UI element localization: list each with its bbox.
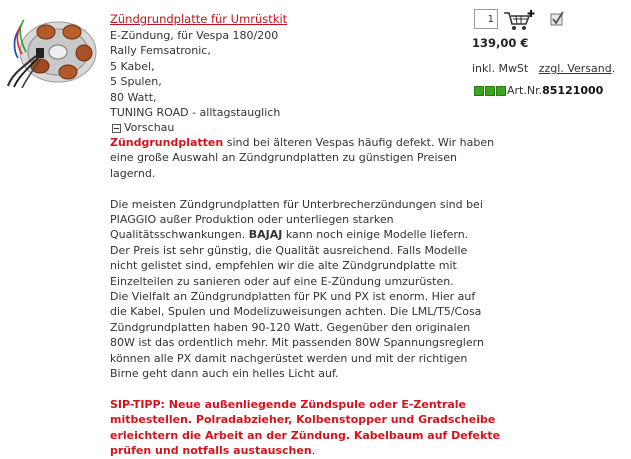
tip-line: mitbestellen. Polradabzieher, Kolbenstopper und Gradscheibe — [110, 413, 496, 427]
artnr-label: Art.Nr. — [507, 84, 543, 97]
text-line: Die Vielfalt an Zündgrundplatten für PK und PX ist enorm. Hier auf — [110, 290, 476, 304]
tip-period: . — [311, 444, 316, 458]
tax-label: inkl. MwSt — [472, 62, 529, 75]
quantity-input[interactable] — [474, 9, 498, 29]
text-line: 80W ist das ordentlich mehr. Mit passenden 80W Spannungsreglern — [110, 336, 484, 350]
tax-period: . — [611, 62, 616, 75]
text-line: PIAGGIO außer Produktion oder unterliegen starken — [110, 213, 394, 227]
artnr-value: 85121000 — [542, 84, 604, 97]
tip-line: SIP-TIPP: Neue außenliegende Zündspule oder E-Zentrale — [110, 397, 467, 411]
text-line — [110, 227, 580, 242]
stock-dot — [474, 86, 484, 96]
tip-line — [110, 443, 580, 458]
text-fragment: kann noch einige Modelle liefern. — [282, 228, 469, 242]
description-line: Rally Femsatronic, — [110, 44, 211, 58]
product-short-description — [110, 28, 280, 120]
text-line: können alle PX damit nachgerüstet werden und mit der richtigen — [110, 351, 468, 365]
description-line: 5 Kabel, — [110, 59, 155, 73]
tip-fragment: prüfen und notfalls austauschen — [110, 444, 312, 458]
description-line: E-Zündung, für Vespa 180/200 — [110, 29, 279, 42]
product-title-link[interactable]: Zündgrundplatte für Umrüstkit — [110, 12, 288, 26]
description-line: 5 Spulen, — [110, 75, 162, 89]
text-line: Der Preis ist sehr günstig, die Qualität ausreichend. Falls Modelle — [110, 243, 468, 257]
stock-dot — [496, 86, 506, 96]
text-line: Zündgrundplatten haben 90-120 Watt. Gegenüber den originalen — [110, 320, 471, 334]
tax-shipping-info — [472, 62, 615, 75]
text-line — [110, 135, 580, 150]
checkbox-checked-icon[interactable] — [550, 11, 564, 27]
preview-label[interactable]: Vorschau — [124, 121, 175, 134]
product-long-description — [110, 135, 580, 459]
stock-dot — [485, 86, 495, 96]
description-line: 80 Watt, — [110, 90, 157, 104]
text-line: eine große Auswahl an Zündgrundplatten zu günstigen Preisen — [110, 151, 457, 165]
highlight-keyword: Zündgrundplatten — [110, 136, 224, 149]
stock-indicator — [474, 86, 506, 96]
collapse-preview-icon[interactable] — [112, 124, 121, 133]
shipping-link[interactable]: zzgl. Versand — [538, 62, 612, 75]
text-line: Einzelteilen zu sanieren oder auf eine E-Zündung umzurüsten. — [110, 274, 454, 288]
product-price: 139,00 € — [472, 36, 529, 50]
tip-line: erleichtern die Arbeit an der Zündung. Kabelbaum auf Defekte — [110, 428, 501, 442]
text-line: Die meisten Zündgrundplatten für Unterbrecherzündungen sind bei — [110, 197, 483, 211]
text-line: lagernd. — [110, 166, 156, 180]
description-line: TUNING ROAD - alltagstauglich — [110, 106, 281, 120]
text-fragment: sind bei älteren Vespas häufig defekt. Wir haben — [223, 136, 495, 149]
brand-name: BAJAJ — [248, 228, 283, 242]
text-line: nicht gelistet sind, empfehlen wir die alte Zündgrundplatte mit — [110, 259, 457, 273]
cart-add-icon[interactable] — [503, 8, 537, 32]
product-image[interactable] — [6, 8, 104, 88]
text-fragment: Qualitätsschwankungen. — [110, 228, 249, 242]
text-line: Birne geht dann auch ein helles Licht auf. — [110, 367, 339, 381]
text-line: die Kabel, Spulen und Modelizuweisungen achten. Die LML/T5/Cosa — [110, 305, 482, 319]
article-number — [507, 84, 603, 97]
